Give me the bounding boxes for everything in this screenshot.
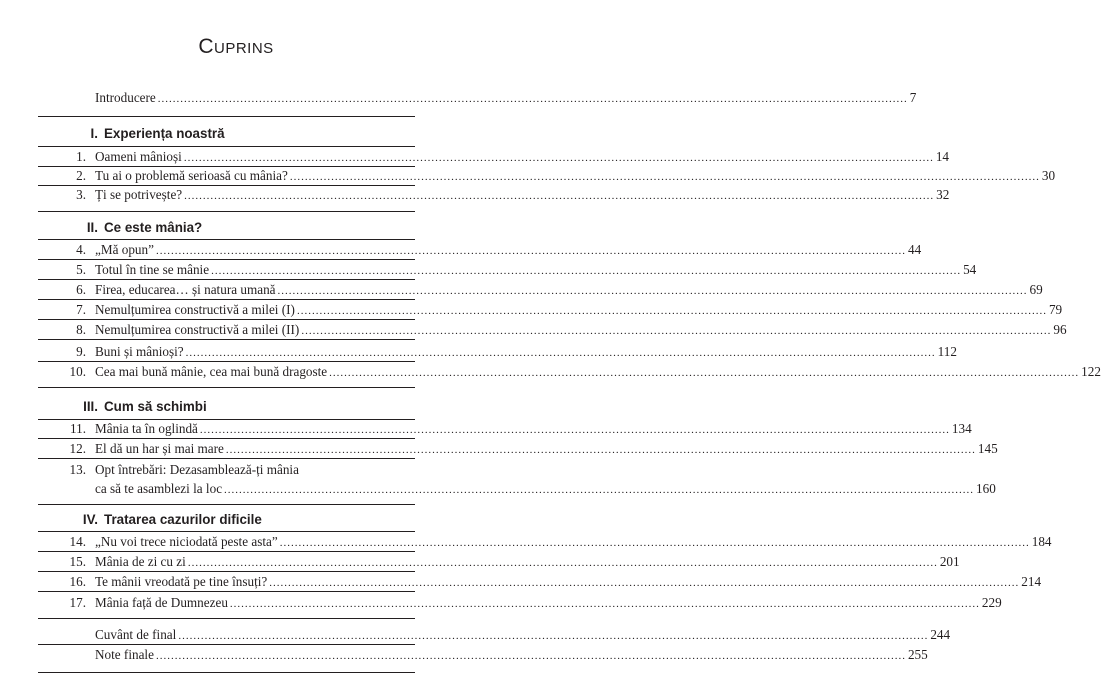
toc-entry[interactable] bbox=[0, 363, 1101, 381]
row-divider bbox=[38, 279, 415, 280]
toc-entry-number: 11. bbox=[70, 421, 86, 436]
toc-entry-page: 214 bbox=[1021, 574, 1042, 589]
section-divider bbox=[38, 672, 415, 673]
dot-leader: ........................................................................................................................................................................................................ bbox=[225, 444, 976, 456]
row-divider bbox=[38, 438, 415, 439]
section-heading-4[interactable] bbox=[0, 510, 472, 530]
section-divider bbox=[38, 618, 415, 619]
toc-entry[interactable] bbox=[0, 148, 949, 166]
toc-entry-number: 14. bbox=[69, 534, 86, 549]
toc-entry-page: 96 bbox=[1053, 322, 1067, 337]
dot-leader: ........................................................................................................................................................................................................ bbox=[211, 265, 962, 277]
toc-entry-page: 32 bbox=[936, 187, 950, 202]
toc-entry-page: 244 bbox=[930, 627, 951, 642]
toc-entry-page: 44 bbox=[907, 242, 922, 257]
toc-entry-number: 9. bbox=[76, 344, 86, 359]
dot-leader: ........................................................................................................................................................................................................ bbox=[296, 305, 1047, 317]
toc-entry[interactable] bbox=[0, 321, 1067, 339]
toc-entry-continuation[interactable] bbox=[0, 480, 996, 498]
toc-entry-page: 112 bbox=[937, 344, 957, 359]
section-divider bbox=[38, 531, 415, 532]
toc-entry-number: 15. bbox=[69, 554, 86, 569]
toc-entry-label: Totul în tine se mânie bbox=[95, 262, 210, 277]
toc-entry-number: 7. bbox=[76, 302, 86, 317]
section-label: Tratarea cazurilor dificile bbox=[104, 512, 262, 527]
toc-entry[interactable] bbox=[0, 261, 977, 279]
section-divider bbox=[38, 387, 415, 388]
toc-entry-label: „Nu voi trece niciodată peste asta” bbox=[95, 534, 278, 549]
toc-entry[interactable] bbox=[0, 594, 1002, 612]
row-divider bbox=[38, 361, 415, 362]
dot-leader: ........................................................................................................................................................................................................ bbox=[185, 347, 936, 359]
toc-entry-page: 160 bbox=[976, 481, 996, 496]
dot-leader: ........................................................................................................................................................................................................ bbox=[224, 484, 975, 496]
toc-entry[interactable] bbox=[0, 301, 1063, 319]
toc-entry-page: 145 bbox=[977, 441, 998, 456]
toc-entry-label: Nemulțumirea constructivă a milei (II) bbox=[95, 322, 300, 337]
section-heading-2[interactable] bbox=[0, 218, 472, 238]
toc-entry-page: 79 bbox=[1048, 302, 1063, 317]
section-divider bbox=[38, 504, 415, 505]
toc-entry-number: 12. bbox=[69, 441, 86, 456]
section-heading-1[interactable] bbox=[0, 124, 472, 144]
dot-leader: ........................................................................................................................................................................................................ bbox=[187, 557, 938, 569]
row-divider bbox=[38, 551, 415, 552]
dot-leader: ........................................................................................................................................................................................................ bbox=[157, 93, 908, 105]
toc-entry[interactable] bbox=[0, 440, 998, 458]
toc-entry[interactable] bbox=[0, 167, 1056, 185]
toc-entry-label: Firea, educarea… și natura umană bbox=[95, 282, 276, 297]
dot-leader: ........................................................................................................................................................................................................ bbox=[155, 245, 906, 257]
toc-entry-page: 122 bbox=[1081, 364, 1101, 379]
dot-leader: ........................................................................................................................................................................................................ bbox=[329, 367, 1080, 379]
toc-entry-page: 255 bbox=[907, 647, 928, 662]
toc-entry-label: Note finale bbox=[95, 647, 154, 662]
toc-entry-note-finale[interactable] bbox=[0, 646, 928, 664]
section-label: Experiența noastră bbox=[104, 126, 225, 141]
dot-leader: ........................................................................................................................................................................................................ bbox=[155, 650, 906, 662]
section-label: Cum să schimbi bbox=[104, 399, 207, 414]
toc-entry-label: Tu ai o problemă serioasă cu mânia? bbox=[95, 168, 288, 183]
toc-entry-number: 13. bbox=[69, 462, 86, 477]
toc-entry-label: Ți se potrivește? bbox=[95, 187, 183, 202]
toc-entry-label: El dă un har și mai mare bbox=[95, 441, 224, 456]
toc-entry-page: 7 bbox=[909, 90, 917, 105]
toc-entry[interactable] bbox=[0, 461, 472, 479]
row-divider bbox=[38, 458, 415, 459]
toc-entry[interactable] bbox=[0, 281, 1043, 299]
toc-entry-label: Introducere bbox=[95, 90, 156, 105]
section-heading-3[interactable] bbox=[0, 397, 472, 417]
toc-entry-number: 17. bbox=[69, 595, 86, 610]
section-number: I. bbox=[90, 126, 98, 141]
row-divider bbox=[38, 299, 415, 300]
dot-leader: ........................................................................................................................................................................................................ bbox=[289, 171, 1040, 183]
toc-entry-label: Buni și mânioși? bbox=[95, 344, 184, 359]
toc-entry-number: 8. bbox=[76, 322, 86, 337]
toc-entry-label: Opt întrebări: Dezasamblează-ți mânia bbox=[95, 462, 299, 477]
section-divider bbox=[38, 211, 415, 212]
toc-entry-number: 3. bbox=[76, 187, 86, 202]
toc-entry-page: 201 bbox=[939, 554, 960, 569]
dot-leader: ........................................................................................................................................................................................................ bbox=[183, 152, 934, 164]
toc-entry-label: Mânia ta în oglindă bbox=[95, 421, 198, 436]
toc-entry-page: 69 bbox=[1029, 282, 1043, 297]
toc-entry-label: Mânia de zi cu zi bbox=[95, 554, 186, 569]
row-divider bbox=[38, 591, 415, 592]
toc-entry-label: Te mânii vreodată pe tine însuți? bbox=[95, 574, 268, 589]
toc-entry-page: 30 bbox=[1041, 168, 1056, 183]
toc-entry[interactable] bbox=[0, 186, 950, 204]
toc-entry-label: Cea mai bună mânie, cea mai bună dragoste bbox=[95, 364, 328, 379]
dot-leader: ........................................................................................................................................................................................................ bbox=[301, 325, 1052, 337]
toc-entry[interactable] bbox=[0, 343, 957, 361]
toc-entry-page: 229 bbox=[981, 595, 1002, 610]
toc-entry[interactable] bbox=[0, 241, 922, 259]
toc-entry-number: 2. bbox=[76, 168, 86, 183]
dot-leader: ........................................................................................................................................................................................................ bbox=[199, 424, 950, 436]
dot-leader: ........................................................................................................................................................................................................ bbox=[279, 537, 1030, 549]
dot-leader: ........................................................................................................................................................................................................ bbox=[277, 285, 1028, 297]
toc-entry-number: 1. bbox=[76, 149, 86, 164]
toc-entry-number: 4. bbox=[76, 242, 86, 257]
section-divider bbox=[38, 116, 415, 117]
toc-entry-label: „Mă opun” bbox=[95, 242, 154, 257]
section-number: III. bbox=[83, 399, 98, 414]
toc-entry[interactable] bbox=[0, 553, 960, 571]
dot-leader: ........................................................................................................................................................................................................ bbox=[178, 630, 929, 642]
row-divider bbox=[38, 571, 415, 572]
toc-entry[interactable] bbox=[0, 420, 972, 438]
dot-leader: ........................................................................................................................................................................................................ bbox=[269, 577, 1020, 589]
toc-entry-label: ca să te asamblezi la loc bbox=[95, 481, 223, 496]
row-divider bbox=[38, 644, 415, 645]
toc-entry-number: 10. bbox=[69, 364, 86, 379]
section-divider bbox=[38, 146, 415, 147]
row-divider bbox=[38, 319, 415, 320]
dot-leader: ........................................................................................................................................................................................................ bbox=[229, 598, 980, 610]
row-divider bbox=[38, 259, 415, 260]
section-label: Ce este mânia? bbox=[104, 220, 203, 235]
section-number: II. bbox=[86, 220, 98, 235]
toc-entry-number: 5. bbox=[76, 262, 86, 277]
page-title: Cuprins bbox=[198, 35, 274, 58]
toc-entry-page: 184 bbox=[1031, 534, 1052, 549]
row-divider bbox=[38, 339, 415, 340]
toc-entry-label: Nemulțumirea constructivă a milei (I) bbox=[95, 302, 295, 317]
toc-entry[interactable] bbox=[0, 573, 1042, 591]
toc-entry-label: Oameni mânioși bbox=[95, 149, 182, 164]
section-divider bbox=[38, 239, 415, 240]
toc-entry-number: 6. bbox=[76, 282, 86, 297]
toc-entry-cuvant-de-final[interactable] bbox=[0, 626, 951, 644]
toc-entry-label: Cuvânt de final bbox=[95, 627, 177, 642]
section-number: IV. bbox=[82, 512, 98, 527]
toc-entry[interactable] bbox=[0, 533, 1052, 551]
toc-entry-number: 16. bbox=[69, 574, 86, 589]
dot-leader: ........................................................................................................................................................................................................ bbox=[184, 190, 935, 202]
toc-entry-page: 134 bbox=[951, 421, 972, 436]
toc-entry-page: 14 bbox=[935, 149, 949, 164]
toc-entry-label: Mânia față de Dumnezeu bbox=[95, 595, 228, 610]
toc-entry-page: 54 bbox=[963, 262, 977, 277]
toc-entry-introducere[interactable] bbox=[0, 89, 917, 107]
